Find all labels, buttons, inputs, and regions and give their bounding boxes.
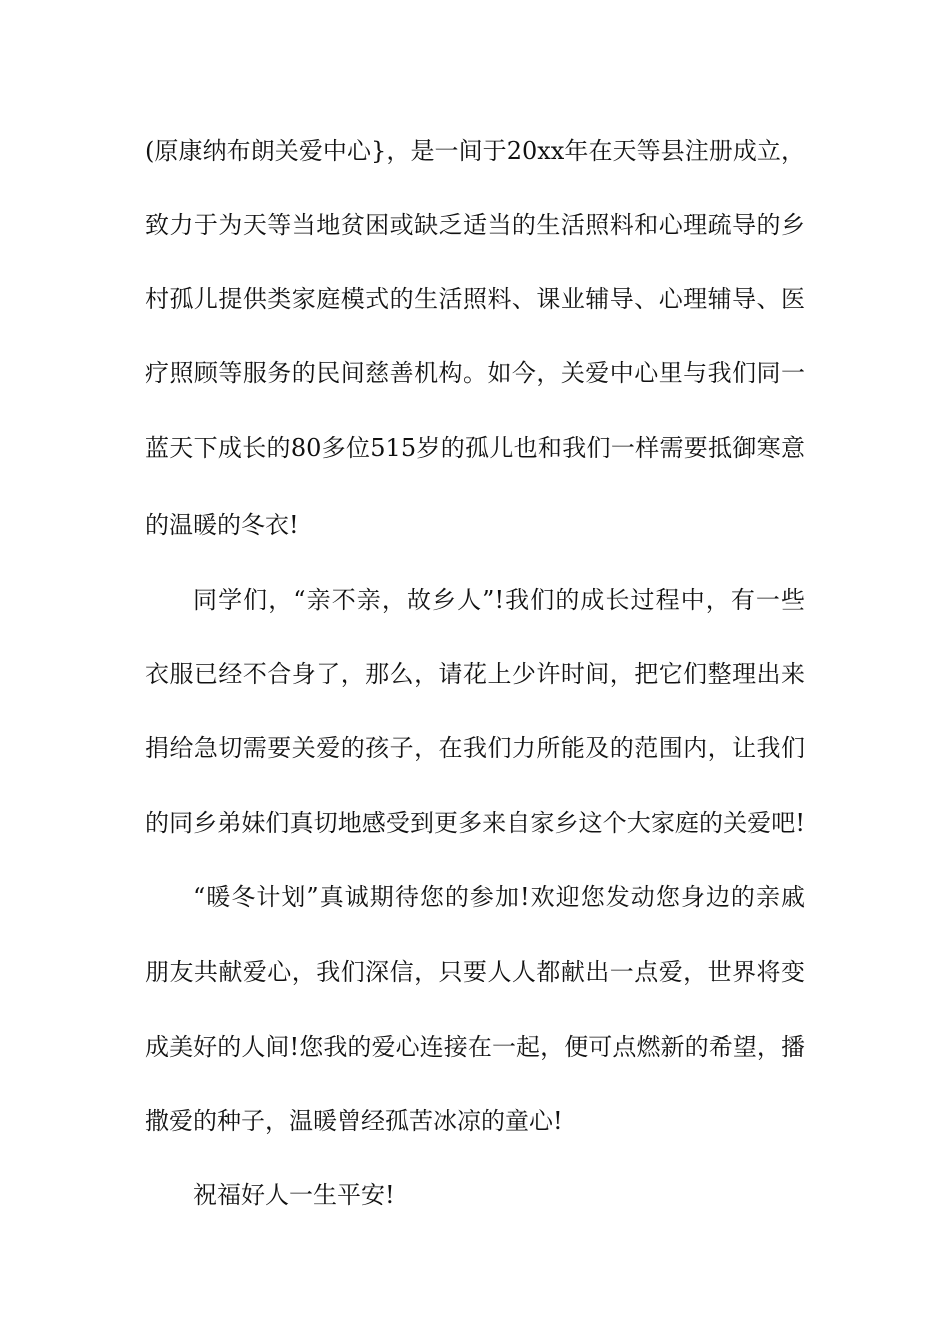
- text-line: 蓝天下成长的80多位515岁的孤儿也和我们一样需要抵御寒意: [145, 434, 805, 462]
- text-line: 捐给急切需要关爱的孩子，在我们力所能及的范围内，让我们: [145, 734, 805, 762]
- text-line: 祝福好人一生平安!: [193, 1181, 395, 1209]
- text-line: (原康纳布朗关爱中心}，是一间于20xx年在天等县注册成立，: [145, 137, 805, 165]
- text-line: “暖冬计划”真诚期待您的参加!欢迎您发动您身边的亲戚: [193, 883, 805, 911]
- text-line: 成美好的人间!您我的爱心连接在一起，便可点燃新的希望，播: [145, 1033, 805, 1061]
- text-line: 同学们，“亲不亲，故乡人”!我们的成长过程中，有一些: [193, 586, 805, 614]
- text-line: 的温暖的冬衣!: [145, 511, 299, 539]
- text-line: 的同乡弟妹们真切地感受到更多来自家乡这个大家庭的关爱吧!: [145, 809, 805, 837]
- text-line: 衣服已经不合身了，那么，请花上少许时间，把它们整理出来: [145, 660, 805, 688]
- text-line: 疗照顾等服务的民间慈善机构。如今，关爱中心里与我们同一: [145, 359, 805, 387]
- text-line: 致力于为天等当地贫困或缺乏适当的生活照料和心理疏导的乡: [145, 211, 805, 239]
- text-line: 朋友共献爱心，我们深信，只要人人都献出一点爱，世界将变: [145, 958, 805, 986]
- text-line: 撒爱的种子，温暖曾经孤苦冰凉的童心!: [145, 1107, 563, 1135]
- text-line: 村孤儿提供类家庭模式的生活照料、课业辅导、心理辅导、医: [145, 285, 805, 313]
